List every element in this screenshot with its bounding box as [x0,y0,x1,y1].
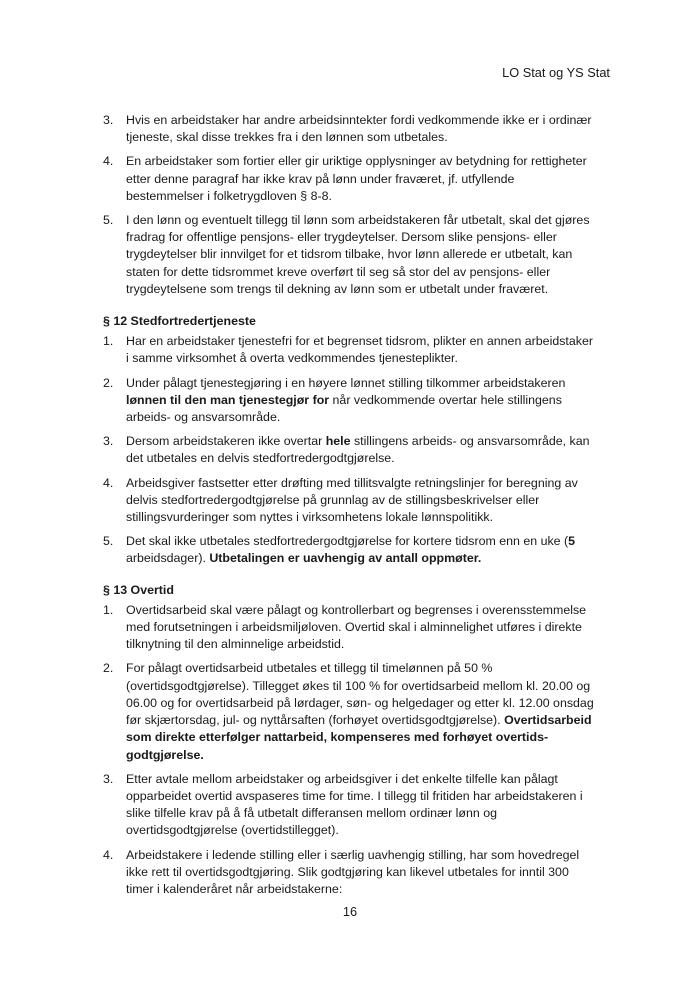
item-number: 3. [103,113,114,127]
list-item [103,153,595,205]
text-run: For pålagt overtidsarbeid utbetales et tillegg til timelønnen på 50 % (overtidsgodtgjørelse). Tillegget økes til 100 % for overtidsarbeid mellom kl. 20.00 og 06.00 og for overtidsarbeid på lørdager, søn- og helgedager og etter kl. 12.00 onsdag før skjærtorsdag, jul- og nyttårsaften (forhøyet overtidsgodtgjørelse). [126,661,594,728]
item-text: I den lønn og eventuelt tillegg til lønn som arbeidstakeren får utbetalt, skal det gjøres fradrag for offentlige pensjons- eller trygdeytelser. Dersom slike pensjons- eller trygdeytelser blir innvilget for et tidsrom tilbake, hvor lønn allerede er utbetalt, kan staten for dette tidsrommet kreve overført til seg så stor del av pensjons- eller trygdeytelsene som trengs til dekning av lønn som er utbetalt under fraværet. [126,213,590,296]
item-text [126,375,595,427]
bold-text: hele [325,434,351,449]
list-item [103,475,595,527]
item-number: 1. [103,334,114,349]
item-text [126,533,595,567]
list-item [103,333,595,367]
page-number: 16 [342,904,358,919]
item-number: 4. [103,847,114,862]
section-title-13: § 13 Overtid [103,582,174,597]
list-item [103,771,595,840]
item-text: Arbeidstakere i ledende stilling eller i særlig uavhengig stilling, har som hovedregel ikke rett til overtidsgodtgjøring. Slik godtgjøring kan likevel utbetales for inntil 300 timer i kalenderåret når arbeidstakerne: [126,847,580,896]
item-number: 5. [103,534,114,549]
item-text [126,433,595,467]
list-item [103,112,595,146]
item-number: 4. [103,475,114,490]
item-number: 3. [103,771,114,786]
bold-text: Utbetalingen er uavhengig av antall oppmøter. [209,551,482,566]
text-run: Det skal ikke utbetales stedfortredergodtgjørelse for kortere tidsrom enn en uke ( [126,534,569,549]
list-item [103,660,595,763]
item-number: 2. [103,661,114,676]
text-run: når vedkommende overtar hele stillingens arbeids- og ansvarsområde. [126,392,562,425]
list-item [103,375,595,427]
text-run: arbeidsdager). [126,551,210,566]
item-number: 5. [103,213,114,228]
list-item [103,602,595,654]
document-body [103,112,595,898]
text-run: stillingens arbeids- og ansvarsområde, kan det utbetales en delvis stedfortredergodtgjørelse. [126,434,590,466]
item-number: 4. [103,154,114,169]
list-item [103,847,595,899]
item-text [126,660,595,763]
list-item [103,533,595,567]
item-number: 2. [103,375,114,390]
item-text: Har en arbeidstaker tjenestefri for et begrenset tidsrom, plikter en annen arbeidstaker i samme virksomhet å overta vedkommendes tjenesteplikter. [126,334,593,366]
item-text: Overtidsarbeid skal være pålagt og kontrollerbart og begrenses i overensstemmelse med forutsetningen i arbeidsmiljøloven. Overtid skal i alminnelighet utføres i direkte tilknytning til den alminnelige arbeidstid. [126,602,587,652]
section-title-12: § 12 Stedfortredertjeneste [103,314,256,329]
list-item [103,212,595,298]
item-number: 3. [103,434,114,449]
item-number: 1. [103,602,114,617]
item-text: Arbeidsgiver fastsetter etter drøfting med tillitsvalgte retningslinjer for beregning av delvis stedfortredergodtgjørelse på grunnlag av de stillingsbeskrivelser eller stillingsvurderinger som nyttes i virksomhetens lokale lønnspolitikk. [126,475,578,525]
list-item [103,433,595,467]
item-text: En arbeidstaker som fortier eller gir uriktige opplysninger av betydning for rettigheter etter denne paragraf har ikke krav på lønn under fraværet, jf. utfyllende bestemmelser i folketrygdloven § 8-8. [126,154,587,203]
page-header: LO Stat og YS Stat [502,65,610,80]
bold-text: 5 [568,534,576,549]
text-run: Dersom arbeidstakeren ikke overtar [126,434,326,449]
item-text: Etter avtale mellom arbeidstaker og arbeidsgiver i det enkelte tilfelle kan pålagt opparbeidet overtid avspaseres time for time. I tillegg til fritiden har arbeidstakeren i slike tilfelle krav på å få utbetalt differansen mellom ordinær lønn og overtidsgodtgjørelse (overtidstillegget). [126,771,583,838]
bold-text: Overtidsarbeid som direkte etterfølger nattarbeid, kompenseres med forhøyet overtids-godtgjørelse. [126,713,592,762]
bold-text: lønnen til den man tjenestegjør for [126,392,330,407]
item-text: Hvis en arbeidstaker har andre arbeidsinntekter fordi vedkommende ikke er i ordinær tjeneste, skal disse trekkes fra i den lønnen som utbetales. [126,113,592,145]
text-run: Under pålagt tjenestegjøring i en høyere lønnet stilling tilkommer arbeidstakeren [126,375,566,390]
